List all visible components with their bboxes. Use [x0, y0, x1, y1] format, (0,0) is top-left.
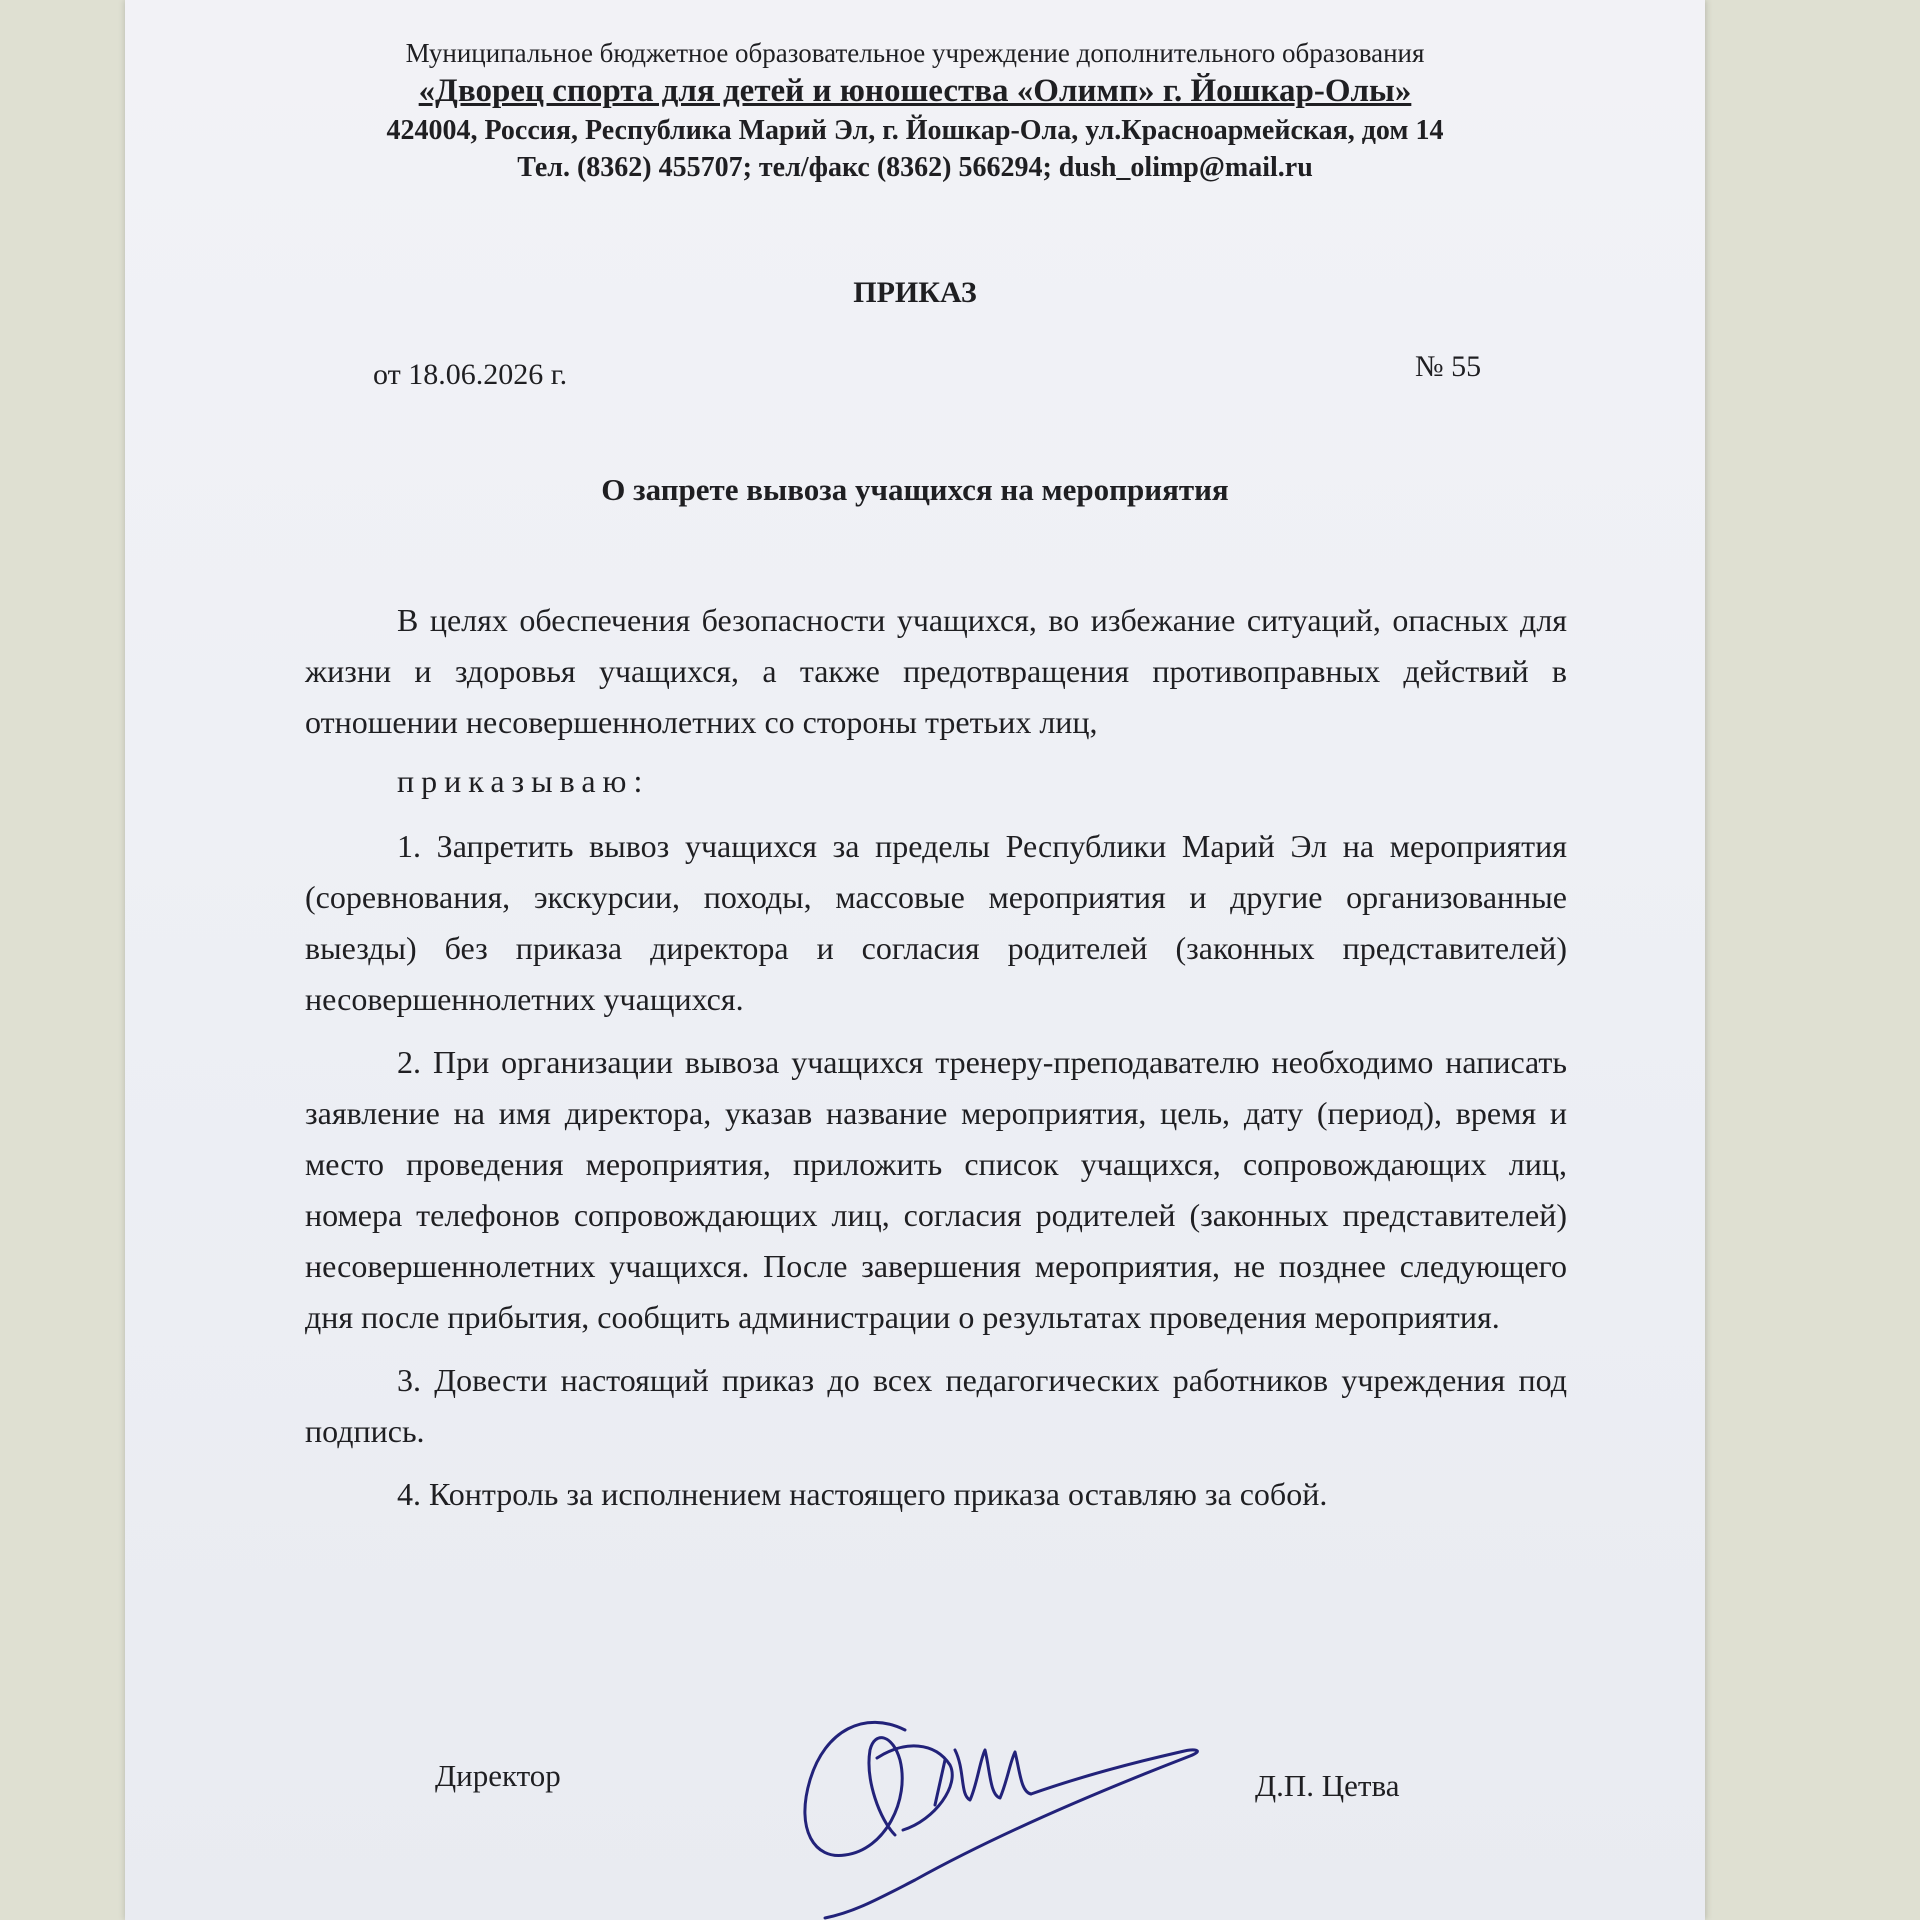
- document-subject: О запрете вывоза учащихся на мероприятия: [601, 472, 1229, 507]
- order-item-1: 1. Запретить вывоз учащихся за пределы Республики Марий Эл на мероприятия (соревнования, экскурсии, походы, массовые мероприятия и другие организованные выезды) без приказа директора и согласия родителей (законных представителей) несовершеннолетних учащихся.: [305, 828, 1567, 1017]
- order-item-2: 2. При организации вывоза учащихся тренеру-преподавателю необходимо написать заявление на имя директора, указав название мероприятия, цель, дату (период), время и место проведения мероприятия, приложить список учащихся, сопровождающих лиц, номера телефонов сопровождающих лиц, согласия родителей (законных представителей) несовершеннолетних учащихся. После завершения мероприятия, не позднее следующего дня после прибытия, сообщить администрации о результатах проведения мероприятия.: [305, 1044, 1567, 1335]
- organization-name: «Дворец спорта для детей и юношества «Олимп» г. Йошкар-Олы»: [418, 73, 1412, 109]
- order-item-3: 3. Довести настоящий приказ до всех педагогических работников учреждения под подпись.: [305, 1362, 1567, 1449]
- organization-address: 424004, Россия, Республика Марий Эл, г. Йошкар-Ола, ул.Красноармейская, дом 14: [386, 115, 1444, 146]
- document-page: [125, 0, 1705, 1920]
- document-body: [305, 595, 1567, 1520]
- document-date: от 18.06.2026 г.: [373, 358, 568, 391]
- handwritten-signature: [785, 1690, 1285, 1920]
- organization-contacts: Тел. (8362) 455707; тел/факс (8362) 566294; dush_olimp@mail.ru: [517, 152, 1313, 183]
- signature-stroke: [935, 1750, 1031, 1805]
- organization-type: Муниципальное бюджетное образовательное учреждение дополнительного образования: [405, 38, 1425, 68]
- signatory-title: Директор: [435, 1758, 561, 1793]
- signatory-name: Д.П. Цетва: [1255, 1768, 1400, 1803]
- document-title: ПРИКАЗ: [853, 276, 977, 309]
- document-number: № 55: [1415, 350, 1482, 383]
- order-word: приказываю:: [397, 763, 650, 799]
- signature-stroke: [877, 1746, 952, 1830]
- signature-stroke: [805, 1722, 905, 1855]
- order-item-4: 4. Контроль за исполнением настоящего приказа оставляю за собой.: [397, 1476, 1328, 1512]
- intro-paragraph: В целях обеспечения безопасности учащихся, во избежание ситуаций, опасных для жизни и здоровья учащихся, а также предотвращения противоправных действий в отношении несовершеннолетних со стороны третьих лиц,: [305, 602, 1567, 740]
